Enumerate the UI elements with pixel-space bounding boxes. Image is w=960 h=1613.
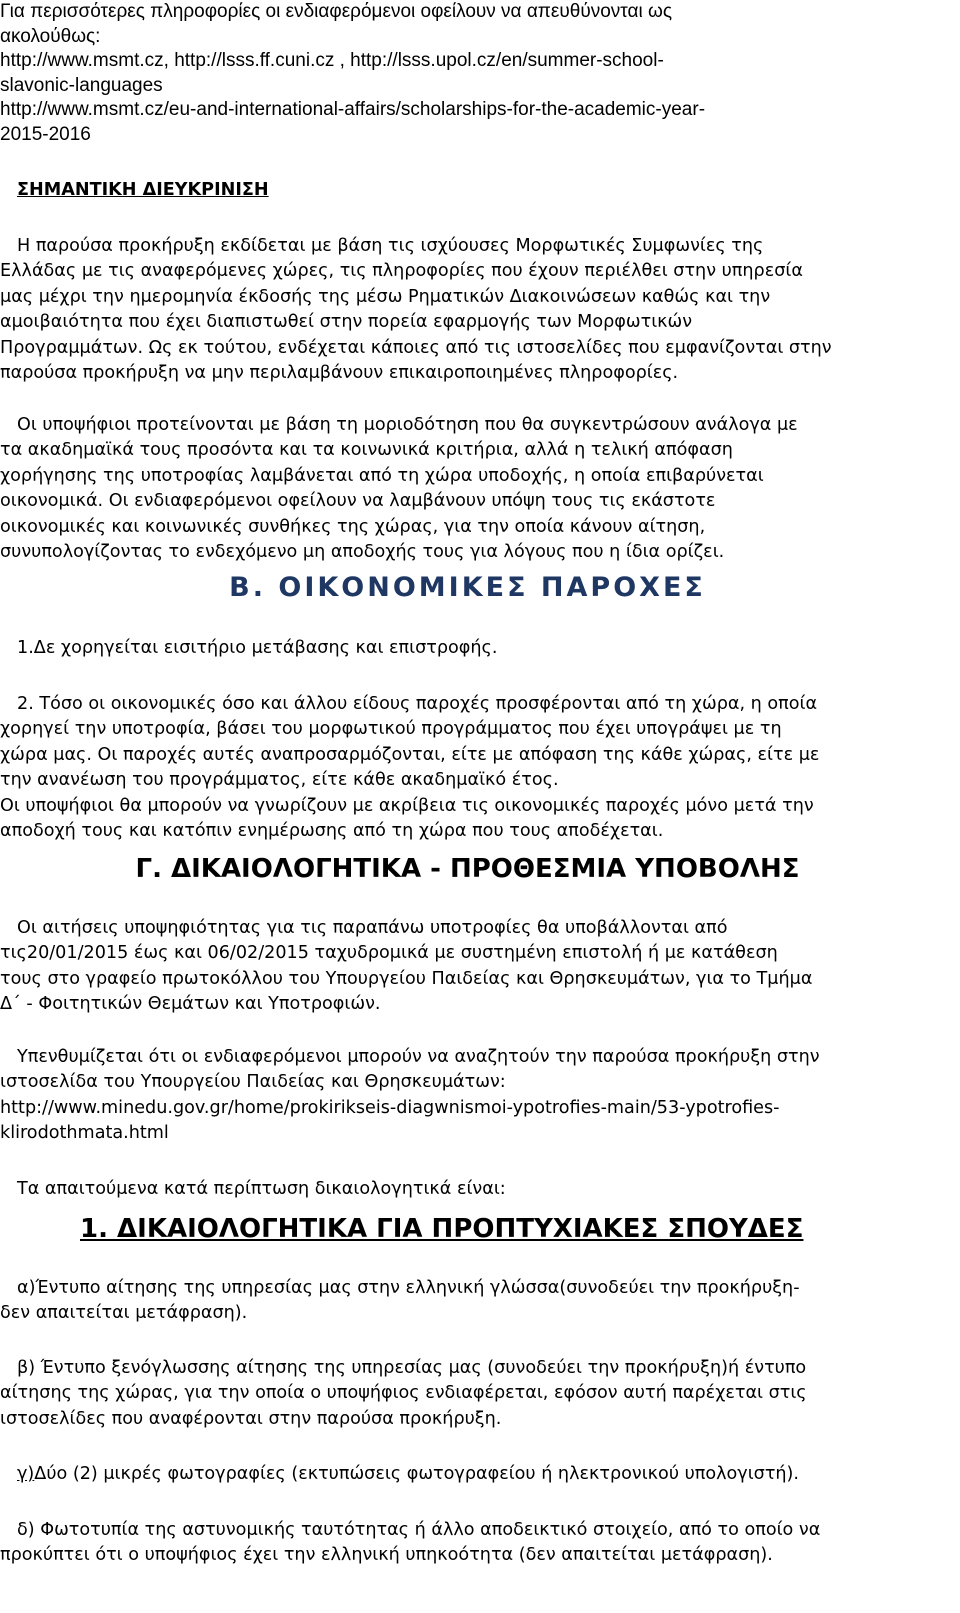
section-b-heading: Β. ΟΙΚΟΝΟΜΙΚΕΣ ΠΑΡΟΧΕΣ bbox=[229, 572, 706, 603]
paragraph-line: τις20/01/2015 έως και 06/02/2015 ταχυδρομικά με συστημένη επιστολή ή με κατάθεση bbox=[0, 943, 778, 964]
paragraph-line: Οι υποψήφιοι θα μπορούν να γνωρίζουν με ακρίβεια τις οικονομικές παροχές μόνο μετά την bbox=[0, 795, 814, 816]
paragraph-line: οικονομικές και κοινωνικές συνθήκες της χώρας, για την οποία κάνουν αίτηση, bbox=[0, 516, 706, 537]
section-c-heading: Γ. ΔΙΚΑΙΟΛΟΓΗΤΙΚΑ - ΠΡΟΘΕΣΜΙΑ ΥΠΟΒΟΛΗΣ bbox=[135, 854, 800, 884]
paragraph-line: μας μέχρι την ημερομηνία έκδοσής της μέσω Ρηματικών Διακοινώσεων καθώς και την bbox=[0, 286, 771, 307]
paragraph-line: τα ακαδημαϊκά τους προσόντα και τα κοινωνικά κριτήρια, αλλά η τελική απόφαση bbox=[0, 440, 733, 461]
paragraph-line: α)Έντυπο αίτησης της υπηρεσίας μας στην ελληνική γλώσσα(συνοδεύει την προκήρυξη- bbox=[17, 1278, 800, 1298]
paragraph-line: προκύπτει ότι ο υποψήφιος έχει την ελληνική υπηκοότητα (δεν απαιτείται μετάφραση). bbox=[0, 1545, 773, 1566]
paragraph-line: 2. Τόσο οι οικονομικές όσο και άλλου είδους παροχές προσφέρονται από τη χώρα, η οποία bbox=[17, 694, 818, 714]
paragraph-line: συνυπολογίζοντας το ενδεχόμενο μη αποδοχής τους για λόγους που η ίδια ορίζει. bbox=[0, 542, 725, 563]
paragraph-line: Οι υποψήφιοι προτείνονται με βάση τη μοριοδότηση που θα συγκεντρώσουν ανάλογα με bbox=[17, 415, 798, 435]
paragraph-line: δεν απαιτείται μετάφραση). bbox=[0, 1303, 248, 1324]
paragraph-line: Οι αιτήσεις υποψηφιότητας για τις παραπάνω υποτροφίες θα υποβάλλονται από bbox=[17, 918, 728, 938]
section-c-paragraph-2 bbox=[0, 1045, 950, 1147]
intro-link-line[interactable]: 2015-2016 bbox=[0, 123, 91, 145]
undergrad-item-a bbox=[0, 1276, 950, 1327]
paragraph-line: αποδοχή τους και κατόπιν ενημέρωσης από τη χώρα που τους αποδέχεται. bbox=[0, 821, 664, 842]
paragraph-line: Ελλάδας με τις αναφερόμενες χώρες, τις πληροφορίες που έχουν περιέλθει στην υπηρεσία bbox=[0, 261, 803, 282]
undergrad-item-b bbox=[0, 1356, 950, 1432]
paragraph-line: β) Έντυπο ξενόγλωσσης αίτησης της υπηρεσίας μας (συνοδεύει την προκήρυξη)ή έντυπο bbox=[17, 1358, 807, 1378]
ministry-link[interactable]: klirodothmata.html bbox=[0, 1123, 169, 1144]
paragraph-line: χορηγεί την υποτροφία, βάσει του μορφωτικού προγράμματος που έχει υπογράψει με τη bbox=[0, 719, 782, 740]
required-documents-intro: Τα απαιτούμενα κατά περίπτωση δικαιολογητικά είναι: bbox=[17, 1179, 506, 1199]
paragraph-line: οικονομικά. Οι ενδιαφερόμενοι οφείλουν να λαμβάνουν υπόψη τους τις εκάστοτε bbox=[0, 491, 716, 512]
paragraph-line: αίτησης της χώρας, για την οποία ο υποψήφιος ενδιαφέρεται, εφόσον αυτή παρέχεται στις bbox=[0, 1383, 807, 1404]
intro-link-line[interactable]: http://www.msmt.cz/eu-and-international-affairs/scholarships-for-the-academic-year- bbox=[0, 99, 706, 120]
paragraph-line: ιστοσελίδες που αναφέρονται στην παρούσα προκήρυξη. bbox=[0, 1408, 502, 1429]
paragraph-line: χορήγησης της υποτροφίας λαμβάνεται από τη χώρα υποδοχής, η οποία επιβαρύνεται bbox=[0, 465, 764, 486]
ministry-link[interactable]: http://www.minedu.gov.gr/home/prokirikseis-diagwnismoi-ypotrofies-main/53-ypotrofies- bbox=[0, 1097, 780, 1118]
paragraph-line: Υπενθυμίζεται ότι οι ενδιαφερόμενοι μπορούν να αναζητούν την παρούσα προκήρυξη στην bbox=[17, 1047, 820, 1067]
section-b-item-2 bbox=[0, 692, 950, 844]
item-c-text: Δύο (2) μικρές φωτογραφίες (εκτυπώσεις φωτογραφείου ή ηλεκτρονικού υπολογιστή). bbox=[34, 1464, 800, 1484]
paragraph-line: ιστοσελίδα του Υπουργείου Παιδείας και Θρησκευμάτων: bbox=[0, 1072, 506, 1093]
item-c-prefix: γ) bbox=[17, 1464, 35, 1484]
undergrad-documents-heading: 1. ΔΙΚΑΙΟΛΟΓΗΤΙΚΑ ΓΙΑ ΠΡΟΠΤΥΧΙΑΚΕΣ ΣΠΟΥΔΕΣ bbox=[80, 1214, 804, 1244]
paragraph-line: δ) Φωτοτυπία της αστυνομικής ταυτότητας ή άλλο αποδεικτικό στοιχείο, από το οποίο να bbox=[17, 1520, 821, 1540]
clarification-paragraph-1 bbox=[0, 234, 950, 386]
intro-line: ακολούθως: bbox=[0, 25, 101, 47]
undergrad-item-c bbox=[17, 1462, 960, 1487]
intro-block bbox=[0, 0, 950, 147]
intro-link-line[interactable]: slavonic-languages bbox=[0, 74, 163, 96]
intro-line: Για περισσότερες πληροφορίες οι ενδιαφερόμενοι οφείλουν να απευθύνονται ως bbox=[0, 1, 673, 22]
undergrad-item-d bbox=[0, 1518, 950, 1569]
paragraph-line: τους στο γραφείο πρωτοκόλλου του Υπουργείου Παιδείας και Θρησκευμάτων, για το Τμήμα bbox=[0, 968, 813, 989]
paragraph-line: χώρα μας. Οι παροχές αυτές αναπροσαρμόζονται, είτε με απόφαση της κάθε χώρας, είτε με bbox=[0, 744, 820, 765]
paragraph-line: Η παρούσα προκήρυξη εκδίδεται με βάση τις ισχύουσες Μορφωτικές Συμφωνίες της bbox=[17, 236, 764, 256]
paragraph-line: την ανανέωση του προγράμματος, είτε κάθε ακαδημαϊκό έτος. bbox=[0, 770, 559, 791]
paragraph-line: Δ΄ - Φοιτητικών Θεμάτων και Υποτροφιών. bbox=[0, 994, 381, 1015]
clarification-paragraph-2 bbox=[0, 413, 950, 565]
paragraph-line: Προγραμμάτων. Ως εκ τούτου, ενδέχεται κάποιες από τις ιστοσελίδες που εμφανίζονται στην bbox=[0, 337, 832, 358]
section-b-item-1: 1.Δε χορηγείται εισιτήριο μετάβασης και επιστροφής. bbox=[17, 638, 498, 658]
section-c-paragraph-1 bbox=[0, 916, 950, 1018]
paragraph-line: αμοιβαιότητα που έχει διαπιστωθεί στην πορεία εφαρμογής των Μορφωτικών bbox=[0, 312, 693, 333]
paragraph-line: παρούσα προκήρυξη να μην περιλαμβάνουν επικαιροποιημένες πληροφορίες. bbox=[0, 363, 679, 384]
clarification-heading: ΣΗΜΑΝΤΙΚΗ ΔΙΕΥΚΡΙΝΙΣΗ bbox=[17, 180, 269, 200]
intro-link-line[interactable]: http://www.msmt.cz, http://lsss.ff.cuni.cz , http://lsss.upol.cz/en/summer-school- bbox=[0, 50, 664, 71]
